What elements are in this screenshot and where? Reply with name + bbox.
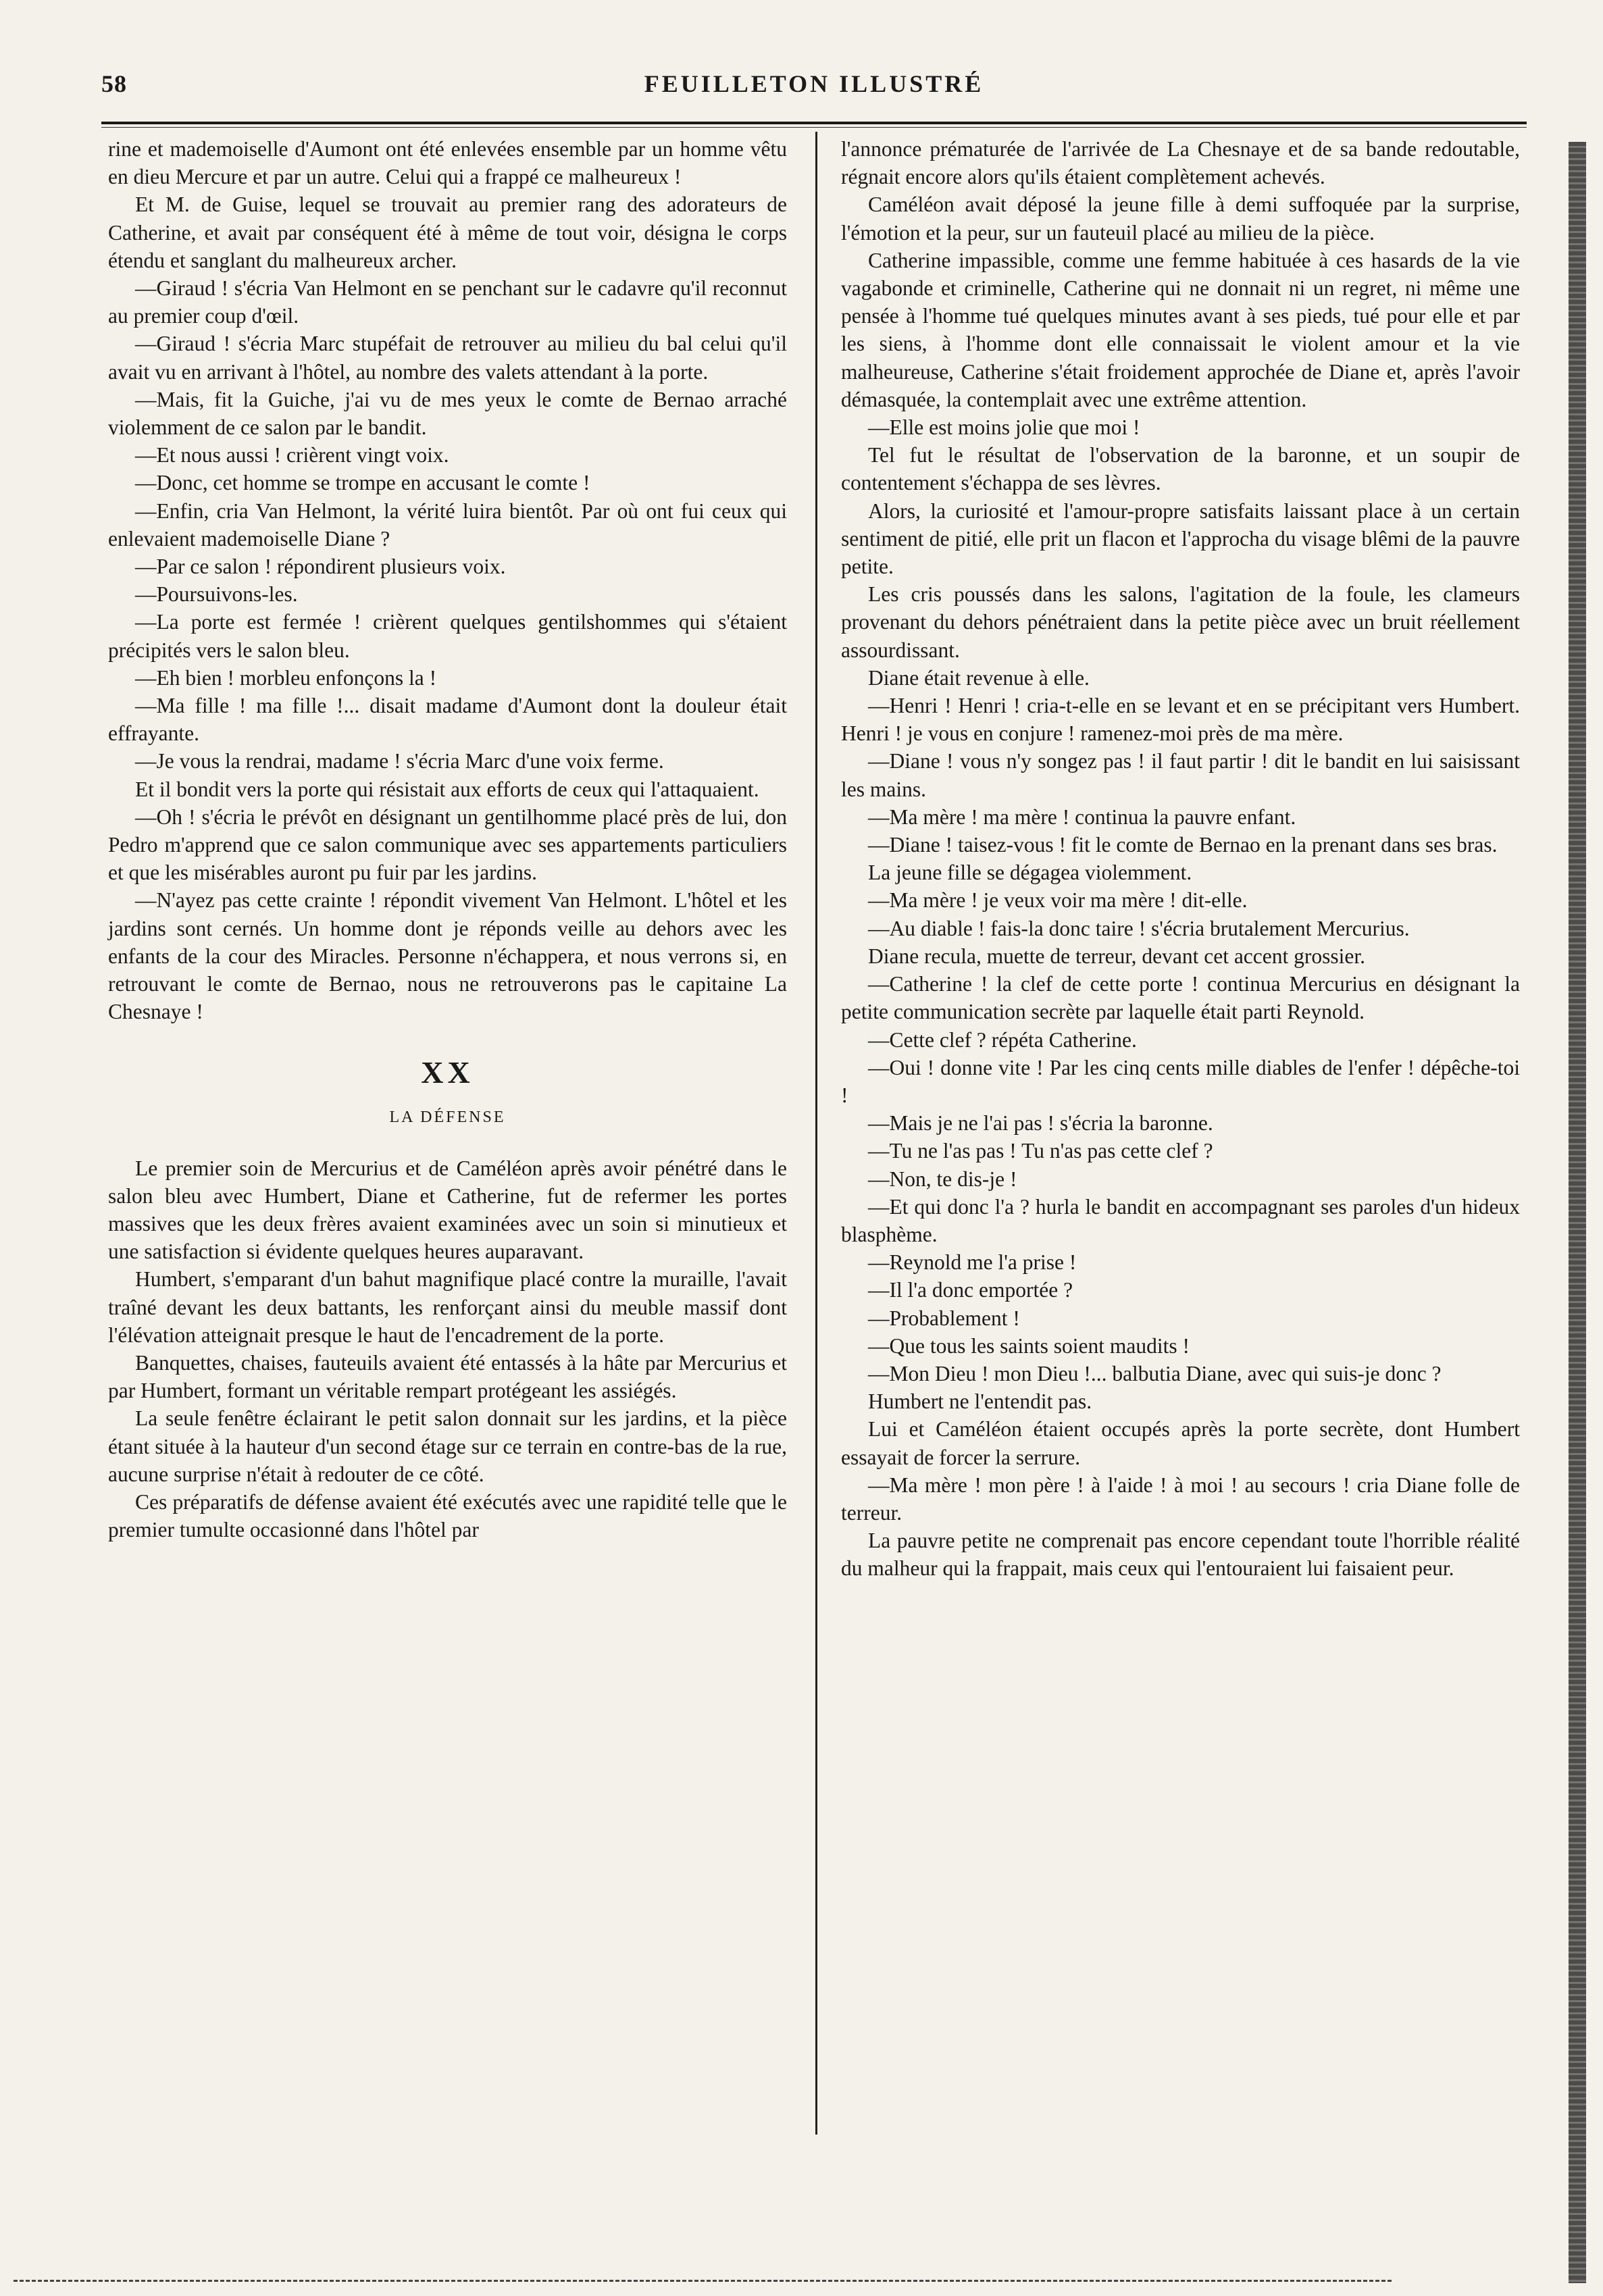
paragraph: Humbert, s'emparant d'un bahut magnifique placé contre la muraille, l'avait traîné devant les deux battants, les renforçant ainsi du meuble massif dont l'élévation atteignait presque le haut de l'encadrement de la porte. (108, 1267, 787, 1347)
paragraph: Diane était revenue à elle. (868, 665, 1090, 690)
paragraph: —Non, te dis-je ! (868, 1167, 1017, 1191)
paragraph: —Ma mère ! ma mère ! continua la pauvre enfant. (868, 805, 1296, 829)
paragraph: Lui et Caméléon étaient occupés après la porte secrète, dont Humbert essayait de forcer la serrure. (841, 1417, 1520, 1469)
paragraph: —Eh bien ! morbleu enfonçons la ! (135, 665, 437, 690)
paragraph: —La porte est fermée ! crièrent quelques gentilshommes qui s'étaient précipités vers le salon bleu. (108, 610, 787, 662)
left-column (108, 135, 787, 1544)
paragraph: —Donc, cet homme se trompe en accusant le comte ! (135, 471, 590, 495)
paragraph: —N'ayez pas cette crainte ! répondit vivement Van Helmont. L'hôtel et les jardins sont cernés. Un homme dont je réponds veille au dehors avec les enfants de la cour des Miracles. Personne n'échappera, et nous verrons si, en retrouvant le comte de Bernao, nous ne retrouverons pas le capitaine La Chesnaye ! (108, 888, 787, 1024)
paragraph: —Enfin, cria Van Helmont, la vérité luira bientôt. Par où ont fui ceux qui enlevaient mademoiselle Diane ? (108, 499, 787, 551)
paragraph: Et il bondit vers la porte qui résistait aux efforts de ceux qui l'attaquaient. (135, 777, 759, 801)
paragraph: —Diane ! taisez-vous ! fit le comte de Bernao en la prenant dans ses bras. (868, 833, 1498, 857)
header-rule (101, 122, 1527, 124)
running-title: FEUILLETON ILLUSTRÉ (644, 70, 984, 97)
paragraph: —Oui ! donne vite ! Par les cinq cents mille diables de l'enfer ! dépêche-toi ! (841, 1055, 1520, 1107)
paragraph: l'annonce prématurée de l'arrivée de La Chesnaye et de sa bande redoutable, régnait encore alors qu'ils étaient complètement achevés. (841, 137, 1520, 189)
paragraph: —Giraud ! s'écria Van Helmont en se penchant sur le cadavre qu'il reconnut au premier coup d'œil. (108, 276, 787, 328)
paragraph: —Diane ! vous n'y songez pas ! il faut partir ! dit le bandit en lui saisissant les mains. (841, 749, 1520, 801)
page-number: 58 (101, 70, 127, 97)
paragraph: —Ma mère ! mon père ! à l'aide ! à moi ! au secours ! cria Diane folle de terreur. (841, 1473, 1520, 1525)
paragraph: —Que tous les saints soient maudits ! (868, 1333, 1190, 1358)
right-column (841, 135, 1520, 1583)
paragraph: La pauvre petite ne comprenait pas encore cependant toute l'horrible réalité du malheur qui la frappait, mais ceux qui l'entouraient lui faisaient peur. (841, 1529, 1520, 1581)
paragraph: Caméléon avait déposé la jeune fille à demi suffoquée par la surprise, l'émotion et la peur, sur un fauteuil placé au milieu de la pièce. (841, 193, 1520, 245)
scan-edge-band (1569, 142, 1586, 2283)
paragraph: Humbert ne l'entendit pas. (868, 1389, 1092, 1414)
paragraph: —Cette clef ? répéta Catherine. (868, 1027, 1137, 1052)
paragraph: —Il l'a donc emportée ? (868, 1278, 1073, 1302)
paragraph: Diane recula, muette de terreur, devant cet accent grossier. (868, 944, 1365, 968)
page-header (101, 64, 1527, 105)
paragraph: La seule fenêtre éclairant le petit salon donnait sur les jardins, et la pièce étant située à la hauteur d'un second étage sur ce terrain en contre-bas de la rue, aucune surprise n'était à redouter de ce côté. (108, 1406, 787, 1486)
paragraph: —Mon Dieu ! mon Dieu !... balbutia Diane, avec qui suis-je donc ? (868, 1361, 1442, 1385)
paragraph: —Mais je ne l'ai pas ! s'écria la baronne. (868, 1111, 1213, 1136)
paragraph: Les cris poussés dans les salons, l'agitation de la foule, les clameurs provenant du dehors pénétraient dans la petite pièce avec un bruit réellement assourdissant. (841, 582, 1520, 662)
column-divider (815, 132, 817, 2135)
paragraph: Banquettes, chaises, fauteuils avaient été entassés à la hâte par Mercurius et par Humbert, formant un véritable rempart protégeant les assiégés. (108, 1350, 787, 1403)
paragraph: —Poursuivons-les. (135, 582, 298, 607)
paragraph: —Oh ! s'écria le prévôt en désignant un gentilhomme placé près de lui, don Pedro m'apprend que ce salon communique avec ses appartements particuliers et que les misérables auront pu fuir par les jardins. (108, 805, 787, 885)
paragraph: —Et nous aussi ! crièrent vingt voix. (135, 443, 449, 467)
paragraph: —Giraud ! s'écria Marc stupéfait de retrouver au milieu du bal celui qu'il avait vu en arrivant à l'hôtel, au nombre des valets attendant à la porte. (108, 332, 787, 384)
paragraph: —Et qui donc l'a ? hurla le bandit en accompagnant ses paroles d'un hideux blasphème. (841, 1194, 1520, 1246)
chapter-number: XX (421, 1054, 474, 1090)
paragraph: —Reynold me l'a prise ! (868, 1250, 1077, 1275)
paragraph: —Tu ne l'as pas ! Tu n'as pas cette clef ? (868, 1139, 1213, 1163)
paragraph: Tel fut le résultat de l'observation de la baronne, et un soupir de contentement s'échappa de ses lèvres. (841, 443, 1520, 495)
paragraph: La jeune fille se dégagea violemment. (868, 861, 1192, 885)
paragraph: —Ma fille ! ma fille !... disait madame d'Aumont dont la douleur était effrayante. (108, 694, 787, 746)
paragraph: —Ma mère ! je veux voir ma mère ! dit-elle. (868, 888, 1248, 913)
paragraph: —Probablement ! (868, 1306, 1020, 1330)
paragraph: Alors, la curiosité et l'amour-propre satisfaits laissant place à un certain sentiment de pitié, elle prit un flacon et l'approcha du visage blêmi de la pauvre petite. (841, 499, 1520, 579)
paragraph: Ces préparatifs de défense avaient été exécutés avec une rapidité telle que le premier tumulte occasionné dans l'hôtel par (108, 1489, 787, 1542)
paragraph: —Catherine ! la clef de cette porte ! continua Mercurius en désignant la petite communication secrète par laquelle était parti Reynold. (841, 972, 1520, 1024)
paragraph: —Au diable ! fais-la donc taire ! s'écria brutalement Mercurius. (868, 916, 1410, 940)
paragraph: —Mais, fit la Guiche, j'ai vu de mes yeux le comte de Bernao arraché violemment de ce salon par le bandit. (108, 387, 787, 440)
paragraph: —Elle est moins jolie que moi ! (868, 415, 1140, 440)
header-rule-thin (101, 127, 1527, 128)
chapter-title: LA DÉFENSE (389, 1108, 506, 1126)
paragraph: —Par ce salon ! répondirent plusieurs voix. (135, 555, 506, 579)
bottom-scan-rule (14, 2280, 1392, 2282)
paragraph: rine et mademoiselle d'Aumont ont été enlevées ensemble par un homme vêtu en dieu Mercure et par un autre. Celui qui a frappé ce malheureux ! (108, 137, 787, 189)
paragraph: —Henri ! Henri ! cria-t-elle en se levant et en se précipitant vers Humbert. Henri ! je vous en conjure ! ramenez-moi près de ma mère. (841, 694, 1520, 746)
paragraph: Le premier soin de Mercurius et de Caméléon après avoir pénétré dans le salon bleu avec Humbert, Diane et Catherine, fut de refermer les portes massives que les deux frères avaient examinées avec un soin si minutieux et une satisfaction si évidente quelques heures auparavant. (108, 1156, 787, 1264)
paragraph: —Je vous la rendrai, madame ! s'écria Marc d'une voix ferme. (135, 749, 664, 773)
paragraph: Et M. de Guise, lequel se trouvait au premier rang des adorateurs de Catherine, et avait par conséquent été à même de tout voir, désigna le corps étendu et sanglant du malheureux archer. (108, 193, 787, 272)
paragraph: Catherine impassible, comme une femme habituée à ces hasards de la vie vagabonde et criminelle, Catherine qui ne donnait ni un regret, ni même une pensée à l'homme tué quelques minutes avant à ses pieds, tué pour elle et par les siens, à l'homme dont elle connaissait le violent amour et la vie malheureuse, Catherine s'était froidement approchée de Diane et, après l'avoir démasquée, la contemplait avec une extrême attention. (841, 248, 1520, 411)
